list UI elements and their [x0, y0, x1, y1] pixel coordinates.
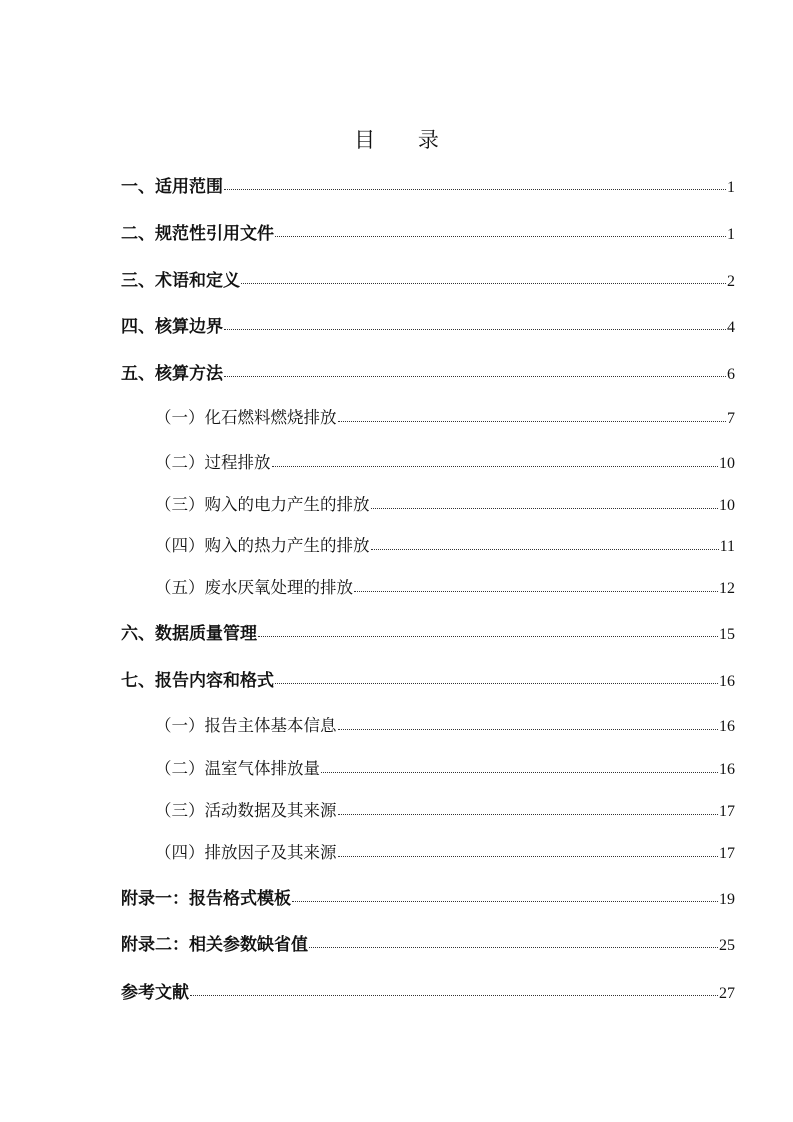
toc-entry-page: 12 [719, 580, 735, 597]
toc-entry-label: 四、核算边界 [121, 317, 223, 337]
toc-entry[interactable] [121, 884, 735, 910]
toc-entry-page: 11 [719, 538, 735, 555]
toc-entry-label: 七、报告内容和格式 [121, 671, 274, 691]
toc-entry-label: 六、数据质量管理 [121, 624, 257, 644]
toc-entry-page: 6 [727, 366, 735, 383]
dot-leader [354, 590, 718, 592]
toc-entry-label: 附录一：报告格式模板 [121, 889, 291, 909]
toc-entry[interactable] [155, 532, 735, 558]
toc-entry-page: 15 [719, 626, 735, 643]
toc-entry-page: 16 [719, 673, 735, 690]
toc-entry-page: 19 [719, 891, 735, 908]
dot-leader [292, 900, 718, 902]
toc-entry-label: 五、核算方法 [121, 364, 223, 384]
toc-entry-page: 16 [719, 718, 735, 735]
toc-title: 目 录 [354, 128, 457, 152]
dot-leader [272, 465, 719, 467]
toc-entry-label: （一）报告主体基本信息 [155, 716, 337, 735]
toc-entry[interactable] [155, 491, 735, 517]
toc-entry-page: 10 [719, 497, 735, 514]
dot-leader [224, 375, 726, 377]
toc-entry[interactable] [121, 666, 735, 692]
toc-entry-page: 2 [727, 273, 735, 290]
toc-entry-label: （四）排放因子及其来源 [155, 843, 337, 862]
toc-entry[interactable] [155, 449, 735, 475]
toc-entry-label: 二、规范性引用文件 [121, 224, 274, 244]
toc-entry-label: （三）购入的电力产生的排放 [155, 495, 370, 514]
toc-entry[interactable] [121, 266, 735, 292]
dot-leader [241, 282, 726, 284]
toc-entry-page: 4 [727, 319, 735, 336]
toc-entry-label: （三）活动数据及其来源 [155, 801, 337, 820]
toc-entry-page: 16 [719, 761, 735, 778]
toc-entry[interactable] [121, 219, 735, 245]
dot-leader [338, 728, 719, 730]
toc-entry[interactable] [155, 839, 735, 865]
toc-entry-label: 附录二：相关参数缺省值 [121, 935, 308, 955]
toc-entry[interactable] [155, 755, 735, 781]
toc-entry-page: 7 [727, 410, 735, 427]
toc-entry-label: （二）过程排放 [155, 453, 271, 472]
toc-entry[interactable] [155, 404, 735, 430]
toc-entry[interactable] [121, 172, 735, 198]
toc-entry-label: （五）废水厌氧处理的排放 [155, 578, 353, 597]
toc-entry-page: 1 [727, 179, 735, 196]
toc-entry-page: 17 [719, 845, 735, 862]
toc-entry[interactable] [121, 359, 735, 385]
dot-leader [321, 771, 718, 773]
dot-leader [224, 188, 726, 190]
dot-leader [371, 548, 719, 550]
toc-entry[interactable] [121, 930, 735, 956]
dot-leader [224, 328, 726, 330]
toc-entry-page: 25 [719, 937, 735, 954]
toc-entry[interactable] [121, 978, 735, 1004]
toc-entry-label: 参考文献 [121, 983, 189, 1003]
toc-entry[interactable] [155, 712, 735, 738]
dot-leader [275, 235, 726, 237]
toc-entry-label: （一）化石燃料燃烧排放 [155, 408, 337, 427]
toc-entry[interactable] [121, 619, 735, 645]
toc-entry-page: 1 [727, 226, 735, 243]
dot-leader [309, 946, 718, 948]
dot-leader [338, 855, 719, 857]
dot-leader [338, 813, 719, 815]
toc-entry-page: 17 [719, 803, 735, 820]
toc-entry-label: 三、术语和定义 [121, 271, 240, 291]
toc-entry[interactable] [155, 797, 735, 823]
toc-entry-label: （四）购入的热力产生的排放 [155, 536, 370, 555]
toc-entry-page: 27 [719, 985, 735, 1002]
dot-leader [190, 994, 718, 996]
toc-entry-label: 一、适用范围 [121, 177, 223, 197]
dot-leader [338, 420, 727, 422]
toc-entry[interactable] [121, 312, 735, 338]
toc-entry[interactable] [155, 574, 735, 600]
dot-leader [258, 635, 718, 637]
toc-entry-page: 10 [719, 455, 735, 472]
dot-leader [371, 507, 719, 509]
toc-entry-label: （二）温室气体排放量 [155, 759, 320, 778]
dot-leader [275, 682, 718, 684]
